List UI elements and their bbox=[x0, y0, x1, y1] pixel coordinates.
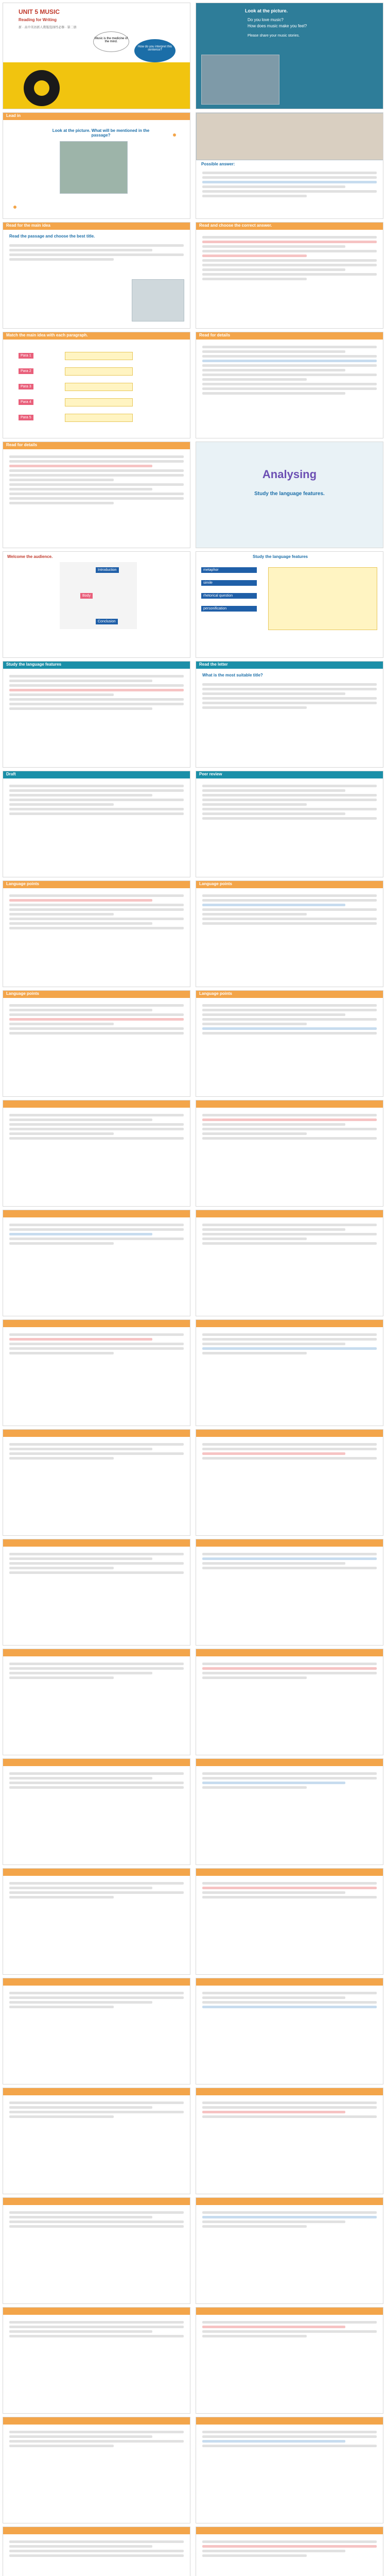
slide-lp bbox=[3, 1429, 190, 1536]
slide-draft bbox=[3, 771, 190, 877]
slide-lp bbox=[196, 1429, 383, 1536]
slide-tag: Study the language features bbox=[6, 662, 62, 667]
letter-question: What is the most suitable title? bbox=[202, 673, 263, 677]
slide-possible-answer bbox=[196, 112, 383, 219]
slide-tag: Language points bbox=[199, 991, 232, 996]
analysing-word: Analysing bbox=[262, 468, 317, 481]
slide-tag: Language points bbox=[6, 991, 39, 996]
slide-lp bbox=[196, 990, 383, 1097]
slide-lp bbox=[196, 1868, 383, 1975]
slide-tag: Peer review bbox=[199, 772, 222, 776]
slide-tag: Match the main idea with each paragraph. bbox=[6, 333, 88, 337]
structure-head: Welcome the audience. bbox=[7, 554, 53, 559]
slide-read-main-idea bbox=[3, 222, 190, 329]
instruction: Read the passage and choose the best title. bbox=[9, 234, 95, 239]
question-2: How does music make you feel? bbox=[248, 24, 307, 28]
slide-lp bbox=[196, 2417, 383, 2523]
slide-match-paragraphs bbox=[3, 332, 190, 438]
slide-lp bbox=[196, 1978, 383, 2084]
slide-lp bbox=[3, 1100, 190, 1207]
para-label: Para 2 bbox=[19, 368, 33, 374]
publisher: 新 · 高中英语新人教版选择性必修 · 第二册 bbox=[19, 26, 77, 29]
slide-lead-in bbox=[3, 112, 190, 219]
slide-lp bbox=[196, 1649, 383, 1755]
slide-lp bbox=[3, 2307, 190, 2414]
slide-tag: Draft bbox=[6, 772, 16, 776]
slide-lp bbox=[196, 1539, 383, 1646]
slide-tag: Read for details bbox=[6, 443, 38, 447]
slide-lp bbox=[3, 2197, 190, 2304]
slide-lp bbox=[3, 1758, 190, 1865]
slide-peer-review bbox=[196, 771, 383, 877]
slide-lp bbox=[3, 1539, 190, 1646]
slide-language-features: Study the language features metaphor simile rhetorical question personification bbox=[196, 551, 383, 658]
slide-lp bbox=[3, 2417, 190, 2523]
share-note: Please share your music stories. bbox=[248, 34, 300, 38]
body-box: Body bbox=[80, 593, 93, 599]
slide-tag: Language points bbox=[199, 882, 232, 886]
slide-tag: Read for details bbox=[199, 333, 231, 337]
slide-tag: Read for the main idea bbox=[6, 223, 50, 228]
slide-read-details-1 bbox=[196, 332, 383, 438]
slide-structure bbox=[3, 551, 190, 658]
lesson-title: Reading for Writing bbox=[19, 18, 57, 22]
box: Introduction bbox=[96, 567, 119, 573]
para-label: Para 4 bbox=[19, 399, 33, 405]
slide-lp bbox=[196, 1210, 383, 1316]
header-photo bbox=[196, 113, 383, 160]
slide-tag: Lead in bbox=[6, 113, 21, 118]
picture-heading: Look at the picture. bbox=[245, 8, 288, 13]
slide-lp bbox=[196, 1100, 383, 1207]
slide-tag: Read the letter bbox=[199, 662, 228, 667]
slide-lp bbox=[3, 1319, 190, 1426]
slide-lp bbox=[3, 1978, 190, 2084]
illustration bbox=[132, 279, 184, 321]
quote-bubble: Music is the medicine of the mind. bbox=[93, 31, 129, 52]
slide-lp bbox=[196, 2307, 383, 2414]
slide-lp bbox=[196, 2088, 383, 2194]
slide-read-letter bbox=[196, 661, 383, 768]
slide-look-at-picture bbox=[196, 3, 383, 109]
para-label: Para 3 bbox=[19, 384, 33, 389]
slide-tag: Language points bbox=[6, 882, 39, 886]
musician-photo bbox=[60, 141, 128, 194]
slide-tag: Read and choose the correct answer. bbox=[199, 223, 272, 228]
para-label: Para 5 bbox=[19, 415, 33, 420]
slide-lp bbox=[3, 2088, 190, 2194]
slide-analysing bbox=[196, 442, 383, 548]
slide-lp bbox=[3, 1649, 190, 1755]
slide-lp bbox=[196, 2197, 383, 2304]
slide-lp bbox=[196, 2527, 383, 2576]
slide-tag: Possible answer: bbox=[201, 162, 235, 166]
unit-title: UNIT 5 MUSIC bbox=[19, 8, 60, 15]
slide-lp bbox=[3, 1868, 190, 1975]
slide-lf-2 bbox=[3, 661, 190, 768]
slide-title bbox=[3, 3, 190, 109]
slide-read-choose bbox=[196, 222, 383, 329]
slide-lp bbox=[196, 1758, 383, 1865]
analysing-sub: Study the language features. bbox=[254, 491, 325, 497]
slide-lp bbox=[3, 990, 190, 1097]
concert-photo bbox=[201, 55, 279, 105]
slide-read-details-2 bbox=[3, 442, 190, 548]
lf-head: Study the language features bbox=[253, 554, 308, 559]
question-bubble: How do you interpret this sentence? bbox=[134, 39, 176, 62]
guitar-photo bbox=[3, 62, 190, 109]
box: Conclusion bbox=[96, 619, 118, 624]
slide-lp bbox=[3, 880, 190, 987]
slide-lp bbox=[196, 1319, 383, 1426]
slide-lp bbox=[196, 880, 383, 987]
slide-lp bbox=[3, 2527, 190, 2576]
para-label: Para 1 bbox=[19, 353, 33, 359]
lead-question: Look at the picture. What will be mentioned in the passage? bbox=[52, 128, 150, 138]
question-1: Do you love music? bbox=[248, 18, 284, 22]
slide-lp bbox=[3, 1210, 190, 1316]
